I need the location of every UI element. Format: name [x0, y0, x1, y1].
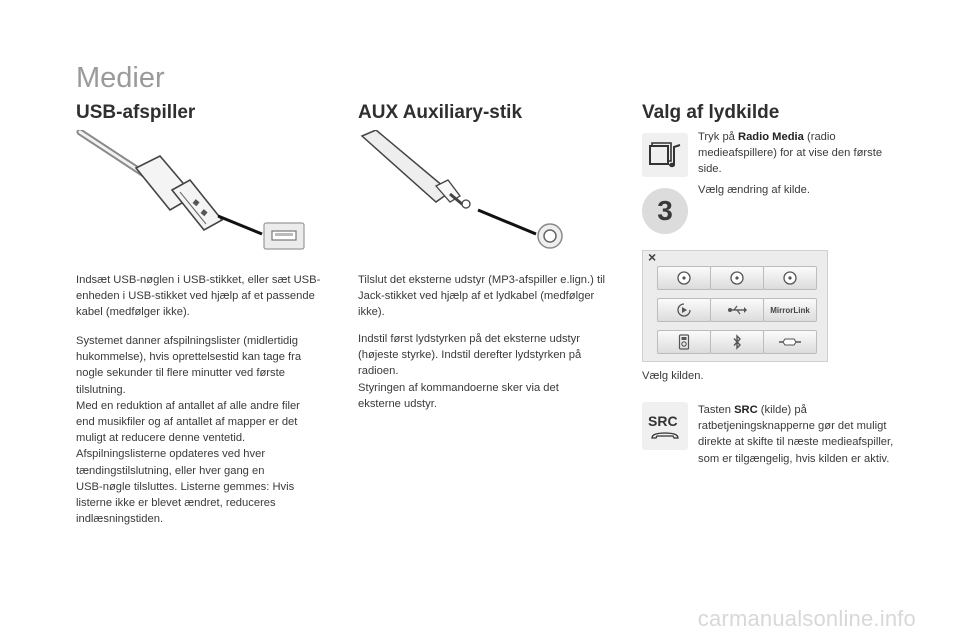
src-key-description: Tasten SRC (kilde) på ratbetjeningsknapperne gør det muligt direkte at skifte til næste medieafspiller, som er tilgængelig, hvis kilden er aktiv. — [698, 404, 894, 465]
step-radio-media-text: Tryk på Radio Media (radio medieafspillere) for at vise den første side. — [698, 131, 883, 176]
watermark: carmanualsonline.info — [697, 606, 916, 631]
text-line: Systemet danner afspilningslister (midlertidig — [76, 335, 298, 347]
aux-jack-illustration — [356, 130, 586, 255]
text-line: (højeste styrke). Indstil derefter lydstyrken på — [358, 349, 582, 362]
step-select-source-text: Vælg kilden. — [642, 370, 704, 382]
text-line: tilslutning. — [76, 383, 126, 396]
text-line: indlæsningstiden. — [76, 513, 164, 526]
source-selection-screen — [642, 250, 828, 362]
radio-media-label: Radio Media — [738, 131, 804, 143]
mirrorlink-label: MirrorLink — [770, 305, 810, 315]
text-line: tændingstilslutning, eller hver gang en — [76, 464, 265, 477]
text-line: end musikfiler og af antallet af mapper er det — [76, 416, 298, 429]
radio-icon — [729, 270, 745, 286]
text-line: USB-nøgle tilsluttes. Listerne gemmes: Hvis — [76, 480, 295, 493]
text-line: muligt at reducere denne ventetid. — [76, 432, 246, 445]
text-line: eksterne udstyr. — [358, 397, 437, 410]
usb-heading: USB-afspiller — [76, 102, 196, 123]
aux-instruction: Tilslut det eksterne udstyr (MP3-afspiller e.lign.) til Jack-stikket ved hjælp af et lydkabel (medfølger ikke). — [358, 274, 606, 319]
portable-player-icon — [678, 334, 690, 350]
step-number: 3 — [657, 195, 673, 226]
source-ipod-button[interactable] — [657, 330, 711, 354]
jack-plug-icon — [362, 130, 470, 208]
usb-port-icon — [264, 223, 304, 249]
radio-icon — [676, 270, 692, 286]
close-icon[interactable]: × — [648, 249, 657, 265]
source-media-button[interactable] — [657, 298, 711, 322]
radio-icon — [782, 270, 798, 286]
source-heading: Valg af lydkilde — [642, 102, 780, 123]
aux-heading: AUX Auxiliary-stik — [358, 102, 523, 123]
radio-media-icon — [642, 133, 688, 177]
usb-icon — [727, 304, 747, 316]
source-mirrorlink-button[interactable] — [763, 298, 817, 322]
step-number-badge — [642, 188, 688, 234]
usb-plug-icon — [80, 132, 222, 230]
text-line: nogle sekunder til flere minutter ved første — [76, 367, 285, 380]
step-change-source-text: Vælg ændring af kilde. — [698, 184, 810, 196]
text-line: Indstil først lydstyrken på det eksterne udstyr — [358, 333, 580, 345]
src-key-label: SRC — [648, 413, 678, 429]
usb-playlist-info — [76, 333, 336, 527]
text-line: listerne ikke er blevet ændret, reduceres — [76, 497, 276, 510]
play-disc-icon — [676, 302, 692, 318]
source-usb-button[interactable] — [710, 298, 764, 322]
text-line: Med en reduktion af antallet af alle andre filer — [76, 399, 300, 412]
page-title: Medier — [76, 62, 165, 94]
text-line: hukommelse), hvis oprettelsestid kan tage fra — [76, 351, 302, 364]
source-radio-button-1[interactable] — [657, 266, 711, 290]
radio-media-tile — [642, 133, 688, 177]
src-key-bold: SRC — [734, 404, 758, 416]
text-line: Afspilningslisterne opdateres ved hver — [76, 448, 266, 461]
bluetooth-icon — [731, 334, 743, 350]
source-aux-button[interactable] — [763, 330, 817, 354]
source-radio-button-3[interactable] — [763, 266, 817, 290]
text-line: Styringen af kommandoerne sker via det — [358, 381, 559, 394]
aux-socket-icon — [538, 224, 562, 248]
phone-icon — [650, 431, 680, 441]
usb-plug-illustration — [76, 130, 316, 255]
source-bluetooth-button[interactable] — [710, 330, 764, 354]
text-line: radioen. — [358, 365, 399, 378]
aux-volume-info — [358, 331, 618, 412]
aux-cable-icon — [778, 337, 802, 347]
src-key-tile — [642, 402, 688, 450]
usb-instruction: Indsæt USB-nøglen i USB-stikket, eller sæt USB-enheden i USB-stikket ved hjælp af et passende kabel (medfølger ikke). — [76, 274, 321, 319]
source-radio-button-2[interactable] — [710, 266, 764, 290]
